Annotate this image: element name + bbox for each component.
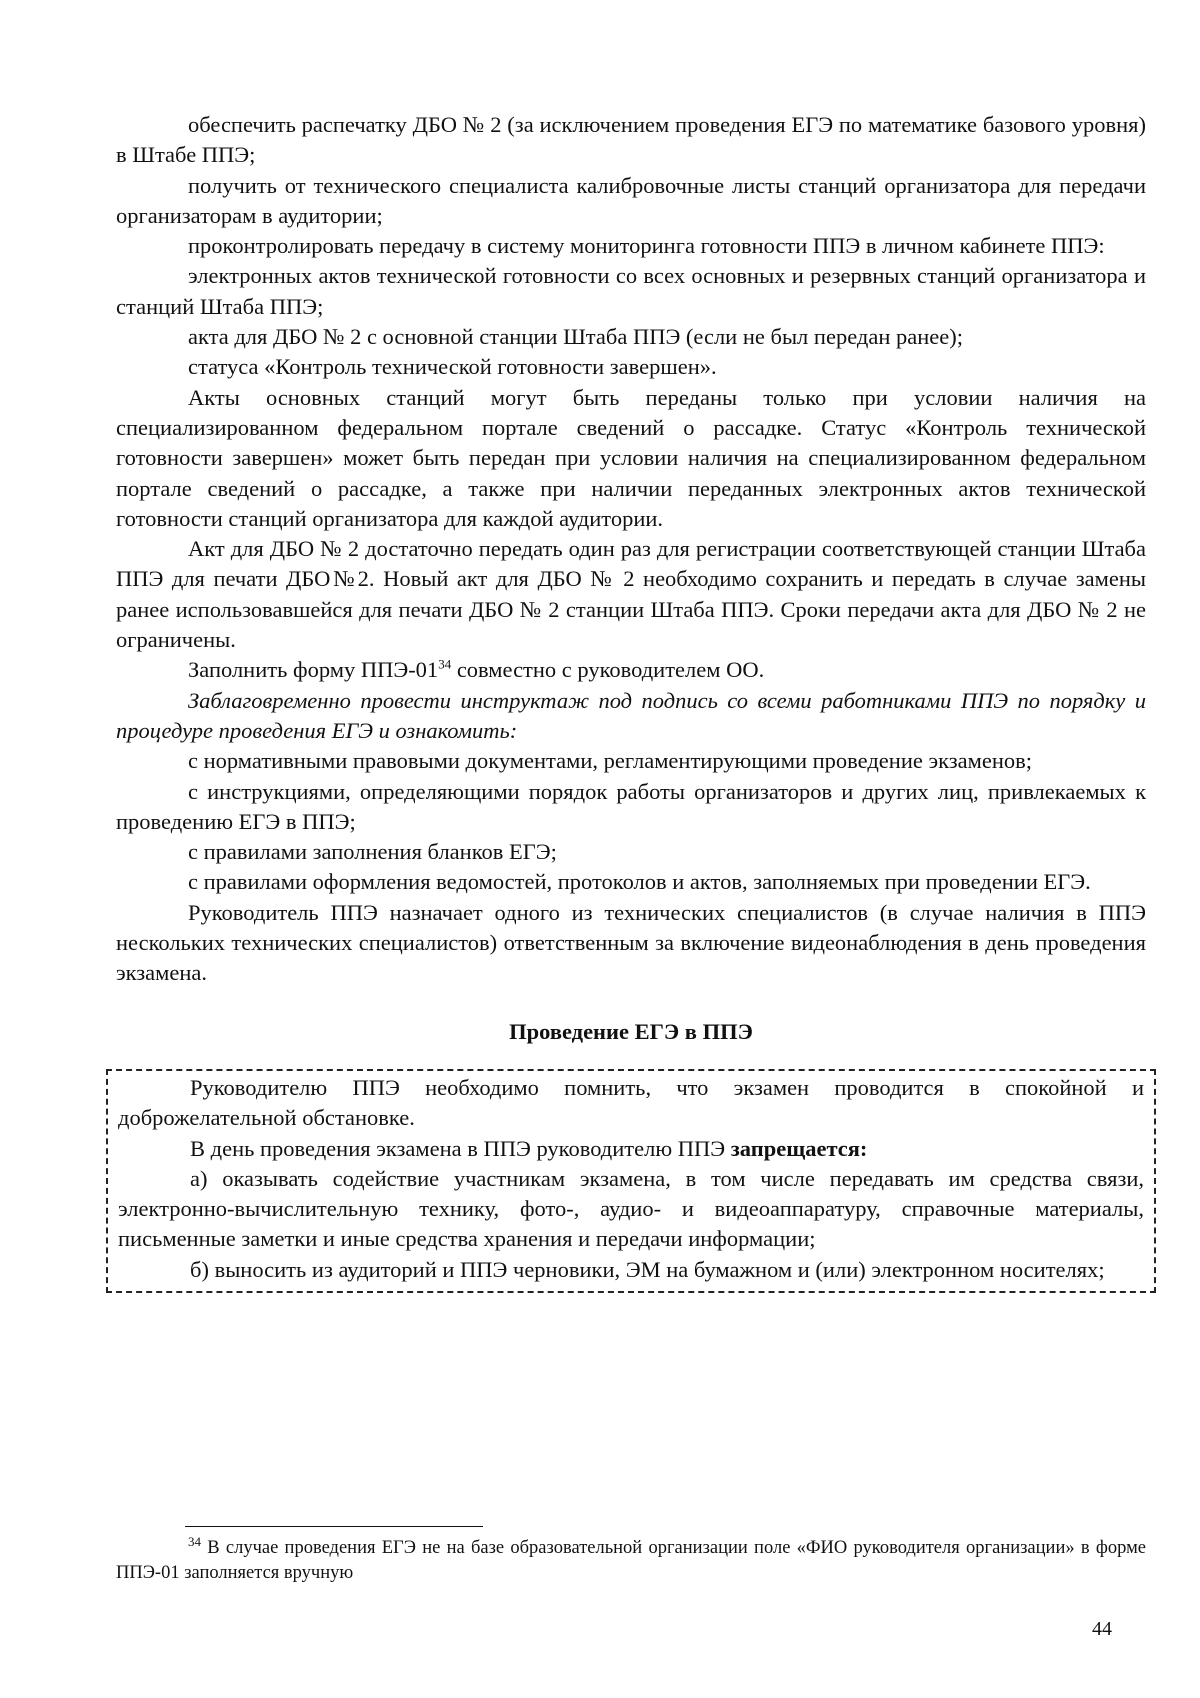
paragraph-status: статуса «Контроль технической готовности завершен». bbox=[188, 354, 717, 380]
paragraph-instructions: с инструкциями, определяющими порядок работы организаторов и других лиц, привлекаемых к проведению ЕГЭ в ППЭ; bbox=[116, 778, 1146, 834]
footnote-text: В случае проведения ЕГЭ не на базе образовательной организации поле «ФИО руководителя организации» в форме ППЭ-01 заполняется вручную bbox=[116, 1538, 1146, 1583]
paragraph-video-responsible: Руководитель ППЭ назначает одного из технических специалистов (в случае наличия в ППЭ нескольких технических специалистов) ответственным за включение видеонаблюдения в день проведения экзамена. bbox=[116, 899, 1146, 986]
footnote-reference[interactable]: 34 bbox=[438, 656, 452, 672]
section-heading: Проведение ЕГЭ в ППЭ bbox=[509, 1018, 753, 1044]
paragraph-monitoring-control: проконтролировать передачу в систему мониторинга готовности ППЭ в личном кабинете ППЭ: bbox=[188, 233, 1105, 259]
paragraph-forms-rules: с правилами заполнения бланков ЕГЭ; bbox=[188, 839, 557, 865]
prohibited-word: запрещается: bbox=[730, 1135, 868, 1161]
paragraph-fill-form bbox=[116, 655, 1146, 685]
footnote-text-line bbox=[116, 1533, 1146, 1586]
paragraph-records-rules: с правилами оформления ведомостей, протоколов и актов, заполняемых при проведении ЕГЭ. bbox=[188, 869, 1091, 895]
paragraph-dbo-act-once: Акт для ДБО № 2 достаточно передать один раз для регистрации соответствующей станции Штаба ППЭ для печати ДБО№2. Новый акт для ДБО № 2 необходимо сохранить и передать в случае замены ранее использовавшейся для печати ДБО № 2 станции Штаба ППЭ. Сроки передачи акта для ДБО № 2 не ограничены. bbox=[116, 536, 1146, 653]
footnote-divider bbox=[185, 1526, 483, 1527]
paragraph-electronic-acts: электронных актов технической готовности со всех основных и резервных станций организатора и станций Штаба ППЭ; bbox=[116, 263, 1146, 319]
box-paragraph-prohibited bbox=[118, 1134, 1144, 1164]
fill-form-text-end: совместно с руководителем ОО. bbox=[451, 657, 765, 683]
warning-box bbox=[106, 1069, 1156, 1293]
paragraph-normative-docs: с нормативными правовыми документами, регламентирующими проведение экзаменов; bbox=[188, 748, 1033, 774]
fill-form-text: Заполнить форму ППЭ-01 bbox=[188, 657, 439, 683]
box-paragraph-a: а) оказывать содействие участникам экзамена, в том числе передавать им средства связи, электронно-вычислительную технику, фото-, аудио- и видеоаппаратуру, справочные материалы, письменные заметки и иные средства хранения и передачи информации; bbox=[118, 1165, 1144, 1252]
paragraph-calibration-sheets: получить от технического специалиста калибровочные листы станций организатора для передачи организаторам в аудитории; bbox=[116, 172, 1146, 228]
page-number: 44 bbox=[1092, 1618, 1112, 1640]
footnote-mark: 34 bbox=[188, 1533, 201, 1549]
paragraph-acts-conditions: Акты основных станций могут быть переданы только при условии наличия на специализированном федеральном портале сведений о рассадке. Статус «Контроль технической готовности завершен» может быть передан при условии наличия на специализированном федеральном портале сведений о рассадке, а также при наличии переданных электронных актов технической готовности станций организатора для каждой аудитории. bbox=[116, 384, 1146, 531]
paragraph-dbo-act: акта для ДБО № 2 с основной станции Штаба ППЭ (если не был передан ранее); bbox=[188, 324, 963, 350]
footnote bbox=[116, 1533, 1146, 1586]
paragraph-instruction-briefing: Заблаговременно провести инструктаж под подпись со всеми работниками ППЭ по порядку и процедуре проведения ЕГЭ и ознакомить: bbox=[116, 687, 1146, 743]
box-paragraph-b: б) выносить из аудиторий и ППЭ черновики, ЭМ на бумажном и (или) электронном носителях; bbox=[190, 1256, 1105, 1282]
prohibited-intro: В день проведения экзамена в ППЭ руководителю ППЭ bbox=[190, 1135, 731, 1161]
box-paragraph-calm: Руководителю ППЭ необходимо помнить, что экзамен проводится в спокойной и доброжелательной обстановке. bbox=[118, 1074, 1144, 1131]
paragraph-print-dbo: обеспечить распечатку ДБО № 2 (за исключением проведения ЕГЭ по математике базового уровня) в Штабе ППЭ; bbox=[116, 112, 1146, 168]
main-text bbox=[116, 110, 1146, 1293]
